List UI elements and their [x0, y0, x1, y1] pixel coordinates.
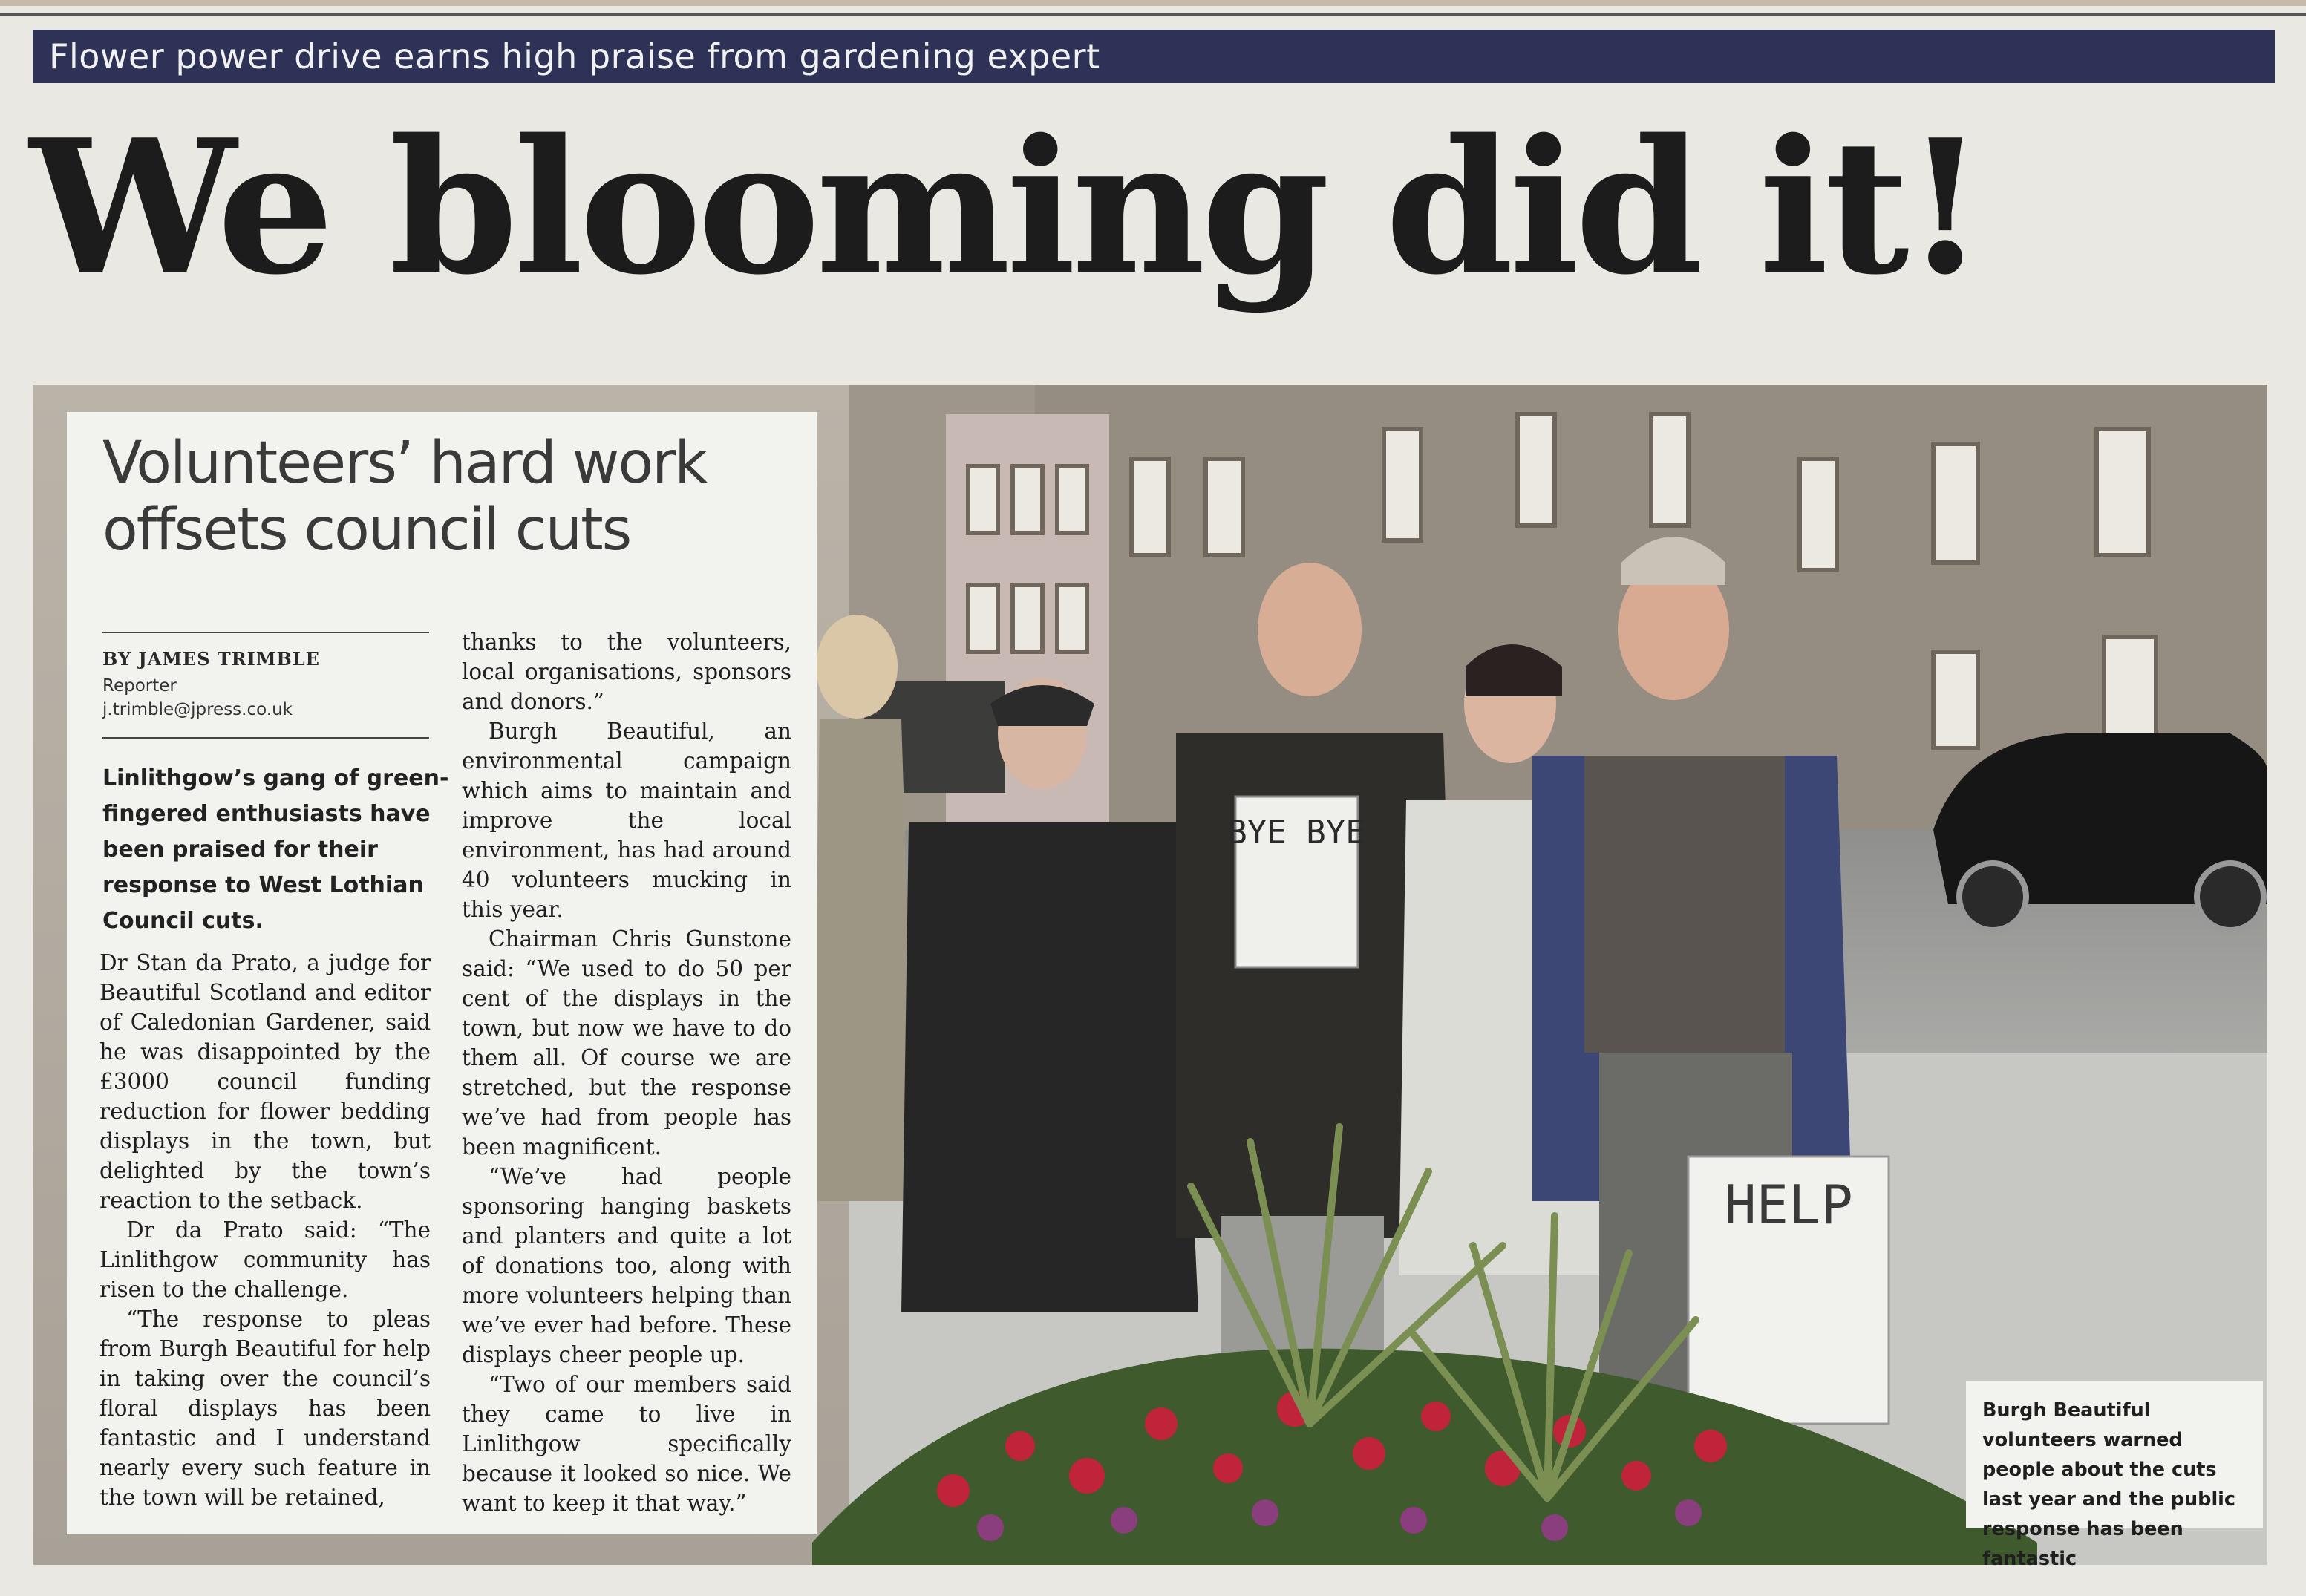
- strapline-text: Flower power drive earns high praise from gardening expert: [49, 36, 1100, 76]
- strapline-bar: [33, 30, 2275, 83]
- byline-rule-top: [102, 632, 429, 633]
- col2-paragraph-5: “Two of our members said they came to live in Linlithgow specifically because it looked so nice. We want to keep it that way.”: [462, 1372, 791, 1516]
- photo-caption-box: [1966, 1381, 2263, 1570]
- col1-paragraph-1: Dr Stan da Prato, a judge for Beautiful Scotland and editor of Caledonian Gardener, said he was disappointed by the £3000 council funding reduction for flower bedding displays in the town, but delighted by the town’s reaction to the setback.: [99, 950, 431, 1213]
- col2-paragraph-2: Burgh Beautiful, an environmental campaign which aims to maintain and improve the local environment, has had around 40 volunteers mucking in this year.: [462, 719, 791, 922]
- byline-role: Reporter: [102, 676, 177, 696]
- byline-name: BY JAMES TRIMBLE: [102, 648, 320, 670]
- byline-email: j.trimble@jpress.co.uk: [102, 700, 293, 719]
- col1-paragraph-2: Dr da Prato said: “The Linlithgow community has risen to the challenge.: [99, 1217, 431, 1302]
- byline-rule-bottom: [102, 737, 429, 739]
- top-rule: [0, 0, 2306, 6]
- sign-bye-bye: [1227, 797, 1365, 967]
- article-column-1: [99, 948, 431, 1512]
- article-deck: Volunteers’ hard work offsets council cuts: [102, 430, 707, 563]
- sign-help-text: HELP: [1724, 1174, 1853, 1236]
- col1-paragraph-3: “The response to pleas from Burgh Beautiful for help in taking over the council’s floral displays has been fantastic and I understand nearly every such feature in the town will be retained,: [99, 1306, 431, 1510]
- article-lede: Linlithgow’s gang of green-fingered enthusiasts have been praised for their response to West Lothian Council cuts.: [102, 765, 449, 934]
- article-panel: [67, 412, 817, 1534]
- col2-paragraph-1: thanks to the volunteers, local organisations, sponsors and donors.”: [462, 629, 791, 714]
- col2-paragraph-4: “We’ve had people sponsoring hanging baskets and planters and quite a lot of donations too, along with more volunteers helping than we’ve ever had before. These displays cheer people up.: [462, 1164, 791, 1367]
- photo-caption: Burgh Beautiful volunteers warned people about the cuts last year and the public response has been fantastic: [1982, 1399, 2236, 1570]
- article-column-2: [462, 627, 791, 1518]
- top-rule-thin: [0, 13, 2306, 16]
- sign-bye-bye-text: BYE BYE: [1227, 814, 1365, 851]
- headline: We blooming did it!: [30, 99, 1982, 315]
- col2-paragraph-3: Chairman Chris Gunstone said: “We used to do 50 per cent of the displays in the town, but now we have to do them all. Of course we are stretched, but the response we’ve had from people has been magnificent.: [462, 926, 791, 1160]
